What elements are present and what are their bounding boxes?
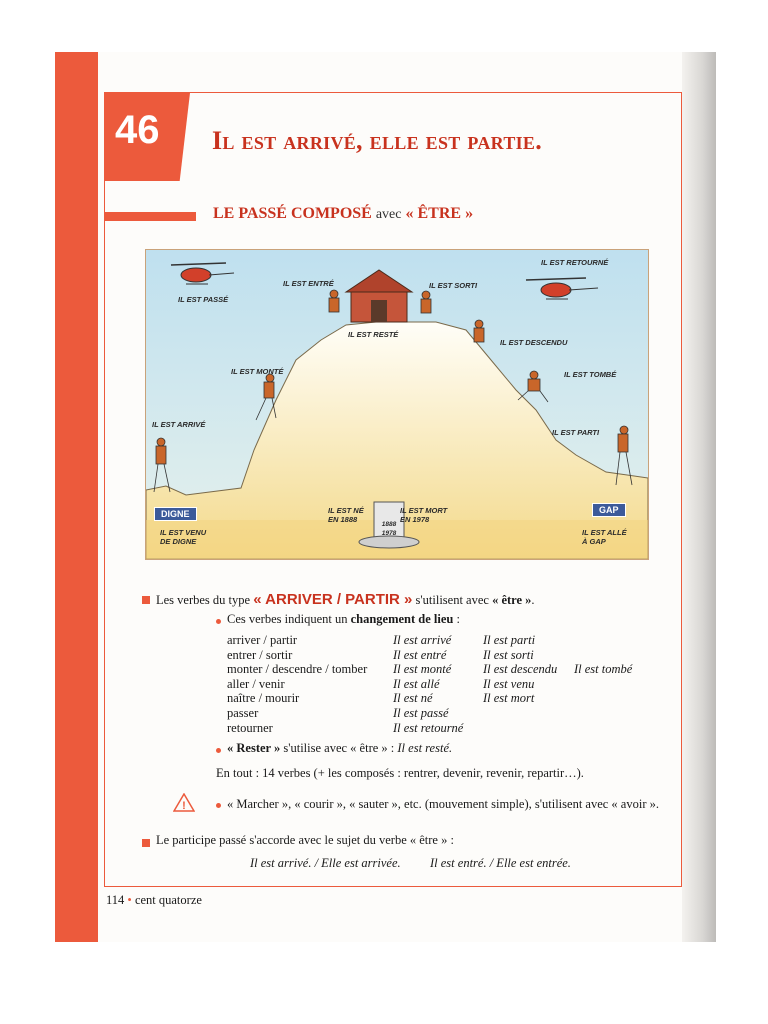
changement-suffix: : <box>453 612 460 626</box>
verb-form <box>574 648 632 663</box>
page-number-words: cent quatorze <box>134 893 202 907</box>
label-il-est-retourne: IL EST RETOURNÉ <box>541 258 609 267</box>
warning-icon <box>173 793 195 812</box>
verbs-col2 <box>483 633 557 706</box>
verb-form: Il est né <box>393 691 433 706</box>
label-il-est-venu: IL EST VENU DE DIGNE <box>160 528 207 546</box>
rule2-example-1: Il est arrivé. / Elle est arrivée. <box>250 856 401 870</box>
mountain-illustration <box>145 249 649 560</box>
en-tout-text: En tout : 14 verbes (+ les composés : rentrer, devenir, revenir, repartir…). <box>216 766 584 780</box>
label-il-est-passe: IL EST PASSÉ <box>178 295 229 304</box>
verb-form: Il est retourné <box>393 720 464 735</box>
verbs-col1 <box>393 633 463 735</box>
lesson-number: 46 <box>115 108 160 152</box>
rule1-suffix-a: s'utilisent avec <box>412 593 493 607</box>
section-title-avec: avec <box>375 207 402 222</box>
changement-bullet <box>216 619 221 624</box>
rule1-text <box>156 591 535 608</box>
changement-strong: changement de lieu <box>350 612 454 626</box>
rule1-highlight: « ARRIVER / PARTIR » <box>253 591 413 608</box>
label-il-est-entre: IL EST ENTRÉ <box>283 279 334 288</box>
rule2-bullet <box>142 839 150 847</box>
sign-digne: DIGNE <box>154 507 197 521</box>
verb-form: Il est tombé <box>574 662 633 677</box>
label-il-est-mort: IL EST MORT EN 1978 <box>400 506 448 524</box>
verb-form: Il est venu <box>483 676 535 691</box>
verb-form <box>574 633 632 648</box>
verbs-col3 <box>574 633 632 677</box>
verb-form: Il est entré <box>393 647 447 662</box>
sign-gap: GAP <box>592 503 626 517</box>
verb-form: Il est arrivé <box>393 633 452 647</box>
rester-strong: « Rester » <box>227 741 281 755</box>
rester-example: Il est resté. <box>397 741 453 755</box>
lesson-title: Il est arrivé, elle est partie. <box>212 126 543 155</box>
verb-form: Il est monté <box>393 662 452 677</box>
label-il-est-tombe: IL EST TOMBÉ <box>564 370 617 379</box>
side-color-bar <box>55 52 98 942</box>
verb-form: Il est parti <box>483 633 536 647</box>
label-il-est-alle: IL EST ALLÉ À GAP <box>582 528 627 546</box>
verbs-infinitives <box>227 633 367 735</box>
verb-form: Il est sorti <box>483 647 534 662</box>
rule1-suffix-c: . <box>531 593 535 607</box>
label-il-est-arrive: IL EST ARRIVÉ <box>152 420 206 429</box>
label-il-est-ne: IL EST NÉ EN 1888 <box>328 506 364 524</box>
footer-separator: • <box>127 893 132 907</box>
verb-form: Il est allé <box>393 676 440 691</box>
book-spine-shadow <box>682 52 716 942</box>
verb-form: Il est passé <box>393 705 449 720</box>
rester-text <box>227 741 452 756</box>
rule1-bullet <box>142 596 150 604</box>
rule1-prefix: Les verbes du type <box>156 593 251 607</box>
verb-inf: entrer / sortir <box>227 647 293 662</box>
section-title <box>213 205 473 223</box>
label-il-est-sorti: IL EST SORTI <box>429 281 478 290</box>
verb-inf: arriver / partir <box>227 633 298 647</box>
page-footer <box>106 893 202 908</box>
verb-inf: monter / descendre / tomber <box>227 662 368 677</box>
rule2-example-2: Il est entré. / Elle est entrée. <box>430 856 571 870</box>
warning-bullet <box>216 803 221 808</box>
tomb-years: 1888 1978 <box>381 521 397 537</box>
changement-prefix: Ces verbes indiquent un <box>227 612 351 626</box>
verb-form: Il est descendu <box>483 662 558 677</box>
rule2-text: Le participe passé s'accorde avec le sujet du verbe « être » : <box>156 833 454 847</box>
section-title-strong: LE PASSÉ COMPOSÉ <box>213 205 372 222</box>
label-il-est-parti: IL EST PARTI <box>552 428 600 437</box>
page-number: 114 <box>106 893 125 907</box>
verb-inf: naître / mourir <box>227 691 300 706</box>
verb-inf: aller / venir <box>227 676 285 691</box>
section-title-etre: « ÊTRE » <box>405 205 474 222</box>
verb-inf: retourner <box>227 720 273 735</box>
verb-form: Il est mort <box>483 691 535 706</box>
label-il-est-descendu: IL EST DESCENDU <box>500 338 568 347</box>
label-il-est-monte: IL EST MONTÉ <box>231 367 284 376</box>
label-il-est-reste: IL EST RESTÉ <box>348 330 399 339</box>
rule1-suffix-b: « être » <box>492 593 532 607</box>
svg-text:!: ! <box>182 800 186 812</box>
rester-bullet <box>216 748 221 753</box>
section-bar <box>104 212 196 221</box>
changement-text <box>227 612 460 627</box>
warning-text: « Marcher », « courir », « sauter », etc. (mouvement simple), s'utilisent avec « avoir ». <box>227 797 659 811</box>
verb-inf: passer <box>227 705 259 720</box>
rester-mid: s'utilise avec « être » : <box>280 741 398 755</box>
